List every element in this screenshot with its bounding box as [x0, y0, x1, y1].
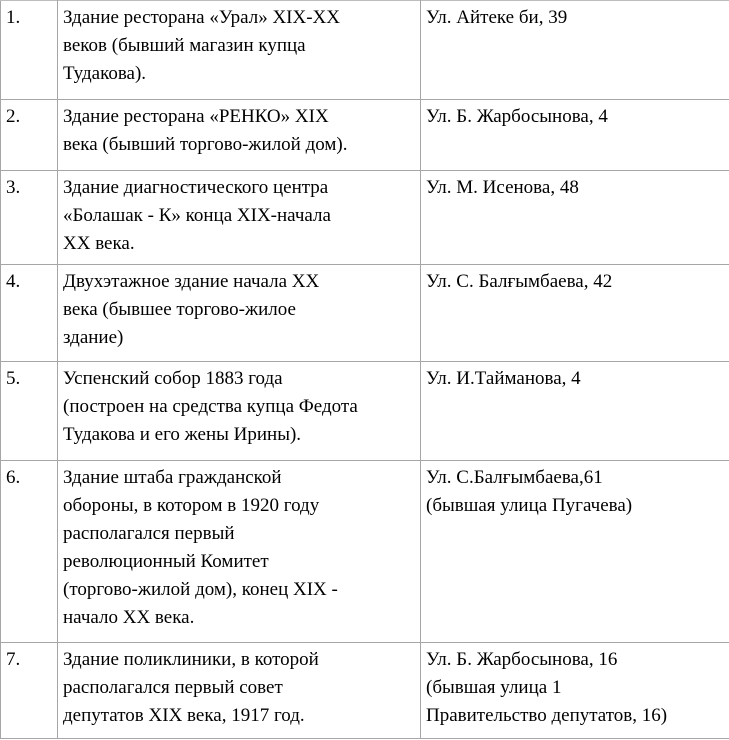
building-name-line: Здание штаба гражданской	[63, 467, 282, 488]
table-row	[1, 171, 729, 265]
address-line: Ул. Б. Жарбосынова, 16	[426, 649, 618, 670]
building-name-line: века (бывший торгово-жилой дом).	[63, 134, 348, 155]
building-name-cell	[58, 362, 421, 461]
building-name-line: революционный Комитет	[63, 551, 269, 572]
building-name-line: веков (бывший магазин купца	[63, 35, 306, 56]
row-number-cell	[1, 100, 58, 171]
building-name-line: Здание поликлиники, в которой	[63, 649, 319, 670]
row-number-cell	[1, 362, 58, 461]
address-cell	[421, 461, 729, 643]
building-name-line: начало XX века.	[63, 607, 195, 628]
table-row	[1, 643, 729, 739]
building-name-cell	[58, 1, 421, 100]
row-number-cell	[1, 171, 58, 265]
building-name-line: (построен на средства купца Федота	[63, 396, 358, 417]
building-name-line: обороны, в котором в 1920 году	[63, 495, 320, 516]
row-number: 4.	[6, 271, 21, 292]
address-line: (бывшая улица 1	[426, 677, 562, 698]
table-row	[1, 265, 729, 362]
building-name-line: XX века.	[63, 233, 135, 254]
building-name-line: здание)	[63, 327, 124, 348]
building-name-line: Здание ресторана «Урал» XIX-XX	[63, 7, 340, 28]
address-line: Ул. С.Балғымбаева,61	[426, 467, 603, 488]
building-name-line: располагался первый	[63, 523, 235, 544]
building-name-line: «Болашак - К» конца XIX-начала	[63, 205, 331, 226]
address-cell	[421, 171, 729, 265]
building-name-line: Успенский собор 1883 года	[63, 368, 283, 389]
address-line: Ул. С. Балғымбаева, 42	[426, 271, 613, 292]
row-number-cell	[1, 265, 58, 362]
table-row	[1, 461, 729, 643]
building-name-line: Тудакова).	[63, 63, 147, 84]
row-number: 6.	[6, 467, 21, 488]
table-row	[1, 362, 729, 461]
row-number-cell	[1, 643, 58, 739]
address-cell	[421, 1, 729, 100]
building-name-line: депутатов XIX века, 1917 год.	[63, 705, 305, 726]
building-name-line: Здание ресторана «РЕНКО» XIX	[63, 106, 329, 127]
building-name-cell	[58, 265, 421, 362]
building-name-cell	[58, 461, 421, 643]
address-cell	[421, 643, 729, 739]
building-name-cell	[58, 100, 421, 171]
building-name-line: Двухэтажное здание начала XX	[63, 271, 320, 292]
address-line: Ул. И.Тайманова, 4	[426, 368, 581, 389]
address-line: Ул. М. Исенова, 48	[426, 177, 579, 198]
table-row	[1, 100, 729, 171]
building-name-line: Тудакова и его жены Ирины).	[63, 424, 302, 445]
building-name-line: Здание диагностического центра	[63, 177, 329, 198]
row-number: 1.	[6, 7, 21, 28]
address-line: Ул. Айтеке би, 39	[426, 7, 568, 28]
building-name-line: располагался первый совет	[63, 677, 283, 698]
building-name-line: века (бывшее торгово-жилое	[63, 299, 296, 320]
building-name-line: (торгово-жилой дом), конец XIX -	[63, 579, 338, 600]
address-line: Правительство депутатов, 16)	[426, 705, 668, 726]
address-line: Ул. Б. Жарбосынова, 4	[426, 106, 608, 127]
address-line: (бывшая улица Пугачева)	[426, 495, 633, 516]
building-name-cell	[58, 171, 421, 265]
table-row	[1, 1, 729, 100]
address-cell	[421, 362, 729, 461]
row-number: 5.	[6, 368, 21, 389]
address-cell	[421, 100, 729, 171]
row-number: 7.	[6, 649, 21, 670]
row-number: 2.	[6, 106, 21, 127]
building-name-cell	[58, 643, 421, 739]
row-number: 3.	[6, 177, 21, 198]
row-number-cell	[1, 461, 58, 643]
row-number-cell	[1, 1, 58, 100]
address-cell	[421, 265, 729, 362]
